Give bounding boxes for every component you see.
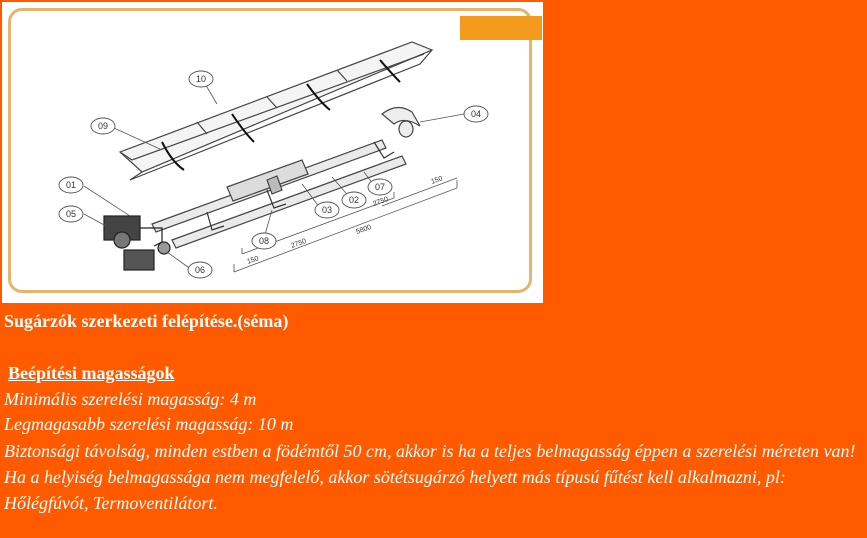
radiator-schematic-figure [2, 2, 543, 303]
svg-text:04: 04 [470, 109, 482, 119]
max-mounting-height: Legmagasabb szerelési magasság: 10 m [4, 414, 294, 434]
svg-text:07: 07 [374, 182, 386, 192]
safety-distance-note: Biztonsági távolság, minden estben a födémtől 50 cm, akkor is ha a teljes belmagasság éppen a szerelési méreten van! Ha a helyiség belmagassága nem megfelelő, akkor sötétsugárzó helyett más típusú fűtést kell alkalmazni, pl: Hőlégfúvót, Termoventilátort. [4, 441, 856, 513]
dimension-5800: 5800 [355, 223, 373, 236]
svg-text:01: 01 [65, 180, 77, 190]
section-heading: Beépítési magasságok [8, 363, 175, 383]
min-mounting-height: Minimális szerelési magasság: 4 m [4, 389, 257, 409]
dimension-150-right: 150 [430, 175, 444, 186]
dimension-2750-right: 2750 [372, 195, 390, 208]
figure-caption: Sugárzók szerkezeti felépítése.(séma) [4, 311, 289, 331]
dimension-150-left: 150 [246, 255, 260, 266]
figure-frame [8, 8, 532, 293]
svg-text:03: 03 [321, 205, 333, 215]
svg-text:09: 09 [97, 121, 109, 131]
svg-text:06: 06 [194, 265, 206, 275]
svg-text:05: 05 [65, 209, 77, 219]
svg-text:02: 02 [348, 195, 360, 205]
corner-tag [460, 16, 542, 40]
dimension-2750-left: 2750 [290, 237, 308, 250]
svg-text:08: 08 [258, 236, 270, 246]
svg-text:10: 10 [195, 74, 207, 84]
